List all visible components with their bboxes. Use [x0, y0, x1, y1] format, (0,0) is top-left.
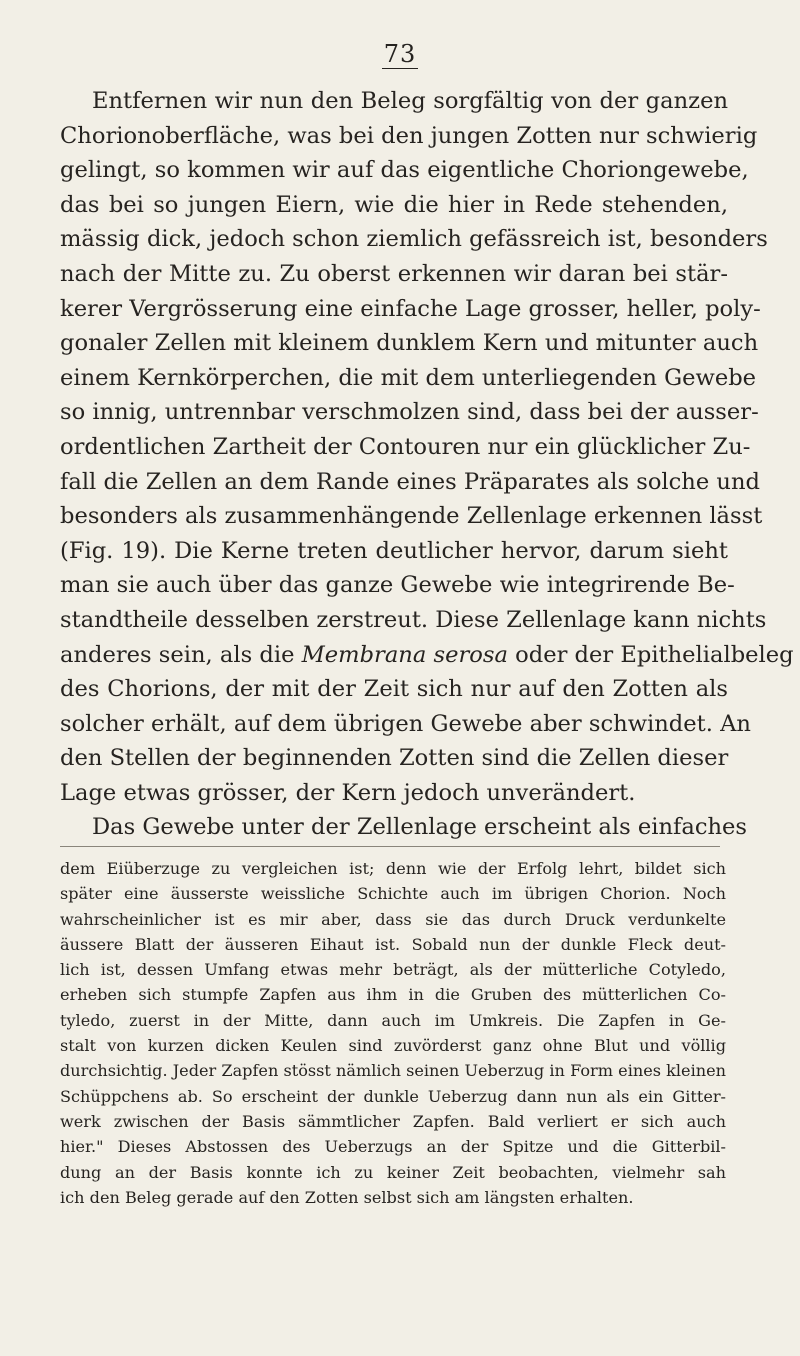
italic-term: Membrana serosa — [301, 641, 508, 668]
text-line: des Chorions, der mit der Zeit sich nur auf den Zotten als — [60, 676, 728, 703]
page-number — [0, 40, 800, 68]
footnote-line: ich den Beleg gerade auf den Zotten selbst sich am längsten erhalten. — [60, 1187, 634, 1207]
text-line: mässig dick, jedoch schon ziemlich gefässreich ist, besonders — [60, 226, 768, 253]
footnote-line: stalt von kurzen dicken Keulen sind zuvörderst ganz ohne Blut und völlig — [60, 1036, 726, 1056]
text-line: (Fig. 19). Die Kerne treten deutlicher hervor, darum sieht — [60, 537, 728, 564]
text-line: nach der Mitte zu. Zu oberst erkennen wir daran bei stär- — [60, 260, 728, 287]
text-line: einem Kernkörperchen, die mit dem unterliegenden Gewebe — [60, 364, 757, 391]
footnote-line: wahrscheinlicher ist es mir aber, dass sie das durch Druck verdunkelte — [60, 909, 726, 929]
text-line: Entfernen wir nun den Beleg sorgfältig von der ganzen — [92, 88, 728, 114]
text-line-with-italic: anderes sein, als die Membrana serosa oder der Epithelialbeleg — [60, 641, 794, 668]
text-line: man sie auch über das ganze Gewebe wie integrirende Be- — [60, 572, 735, 599]
footnote — [60, 856, 726, 1210]
text-line: besonders als zusammenhängende Zellenlage erkennen lässt — [60, 503, 763, 530]
text-line: standtheile desselben zerstreut. Diese Zellenlage kann nichts — [60, 606, 767, 633]
footnote-line: tyledo, zuerst in der Mitte, dann auch im Umkreis. Die Zapfen in Ge- — [60, 1010, 726, 1030]
text-line: den Stellen der beginnenden Zotten sind die Zellen dieser — [60, 745, 729, 772]
footnote-line: durchsichtig. Jeder Zapfen stösst nämlich seinen Ueberzug in Form eines kleinen — [60, 1061, 726, 1081]
footnote-line: lich ist, dessen Umfang etwas mehr beträgt, als der mütterliche Cotyledo, — [60, 960, 726, 980]
text-line: gelingt, so kommen wir auf das eigentliche Choriongewebe, — [60, 157, 749, 184]
text-line: so innig, untrennbar verschmolzen sind, dass bei der ausser- — [60, 399, 759, 426]
footnote-divider — [60, 846, 720, 847]
footnote-line: später eine äusserste weissliche Schichte auch im übrigen Chorion. Noch — [60, 884, 726, 904]
text-line: fall die Zellen an dem Rande eines Präparates als solche und — [60, 468, 760, 495]
text-line: Das Gewebe unter der Zellenlage erscheint als einfaches — [92, 814, 748, 841]
text-line: kerer Vergrösserung eine einfache Lage grosser, heller, poly- — [60, 295, 761, 322]
footnote-line: erheben sich stumpfe Zapfen aus ihm in die Gruben des mütterlichen Co- — [60, 985, 726, 1005]
footnote-line: äussere Blatt der äusseren Eihaut ist. Sobald nun der dunkle Fleck deut- — [60, 934, 726, 954]
text-line: das bei so jungen Eiern, wie die hier in Rede stehenden, — [60, 191, 728, 218]
footnote-line: Schüppchens ab. So erscheint der dunkle Ueberzug dann nun als ein Gitter- — [60, 1086, 726, 1106]
footnote-line: werk zwischen der Basis sämmtlicher Zapfen. Bald verliert er sich auch — [60, 1111, 726, 1131]
page-number-text: 73 — [383, 40, 417, 68]
main-text — [60, 84, 794, 845]
footnote-line: dung an der Basis konnte ich zu keiner Zeit beobachten, vielmehr sah — [60, 1162, 726, 1182]
text-line: Chorionoberfläche, was bei den jungen Zotten nur schwierig — [60, 122, 758, 149]
text-line: ordentlichen Zartheit der Contouren nur ein glücklicher Zu- — [60, 433, 751, 460]
footnote-line: dem Eiüberzuge zu vergleichen ist; denn wie der Erfolg lehrt, bildet sich — [60, 859, 726, 878]
footnote-line: hier." Dieses Abstossen des Ueberzugs an der Spitze und die Gitterbil- — [60, 1137, 726, 1157]
text-line: gonaler Zellen mit kleinem dunklem Kern und mitunter auch — [60, 330, 759, 357]
text-line: solcher erhält, auf dem übrigen Gewebe aber schwindet. An — [60, 710, 751, 737]
text-line: Lage etwas grösser, der Kern jedoch unverändert. — [60, 779, 636, 806]
